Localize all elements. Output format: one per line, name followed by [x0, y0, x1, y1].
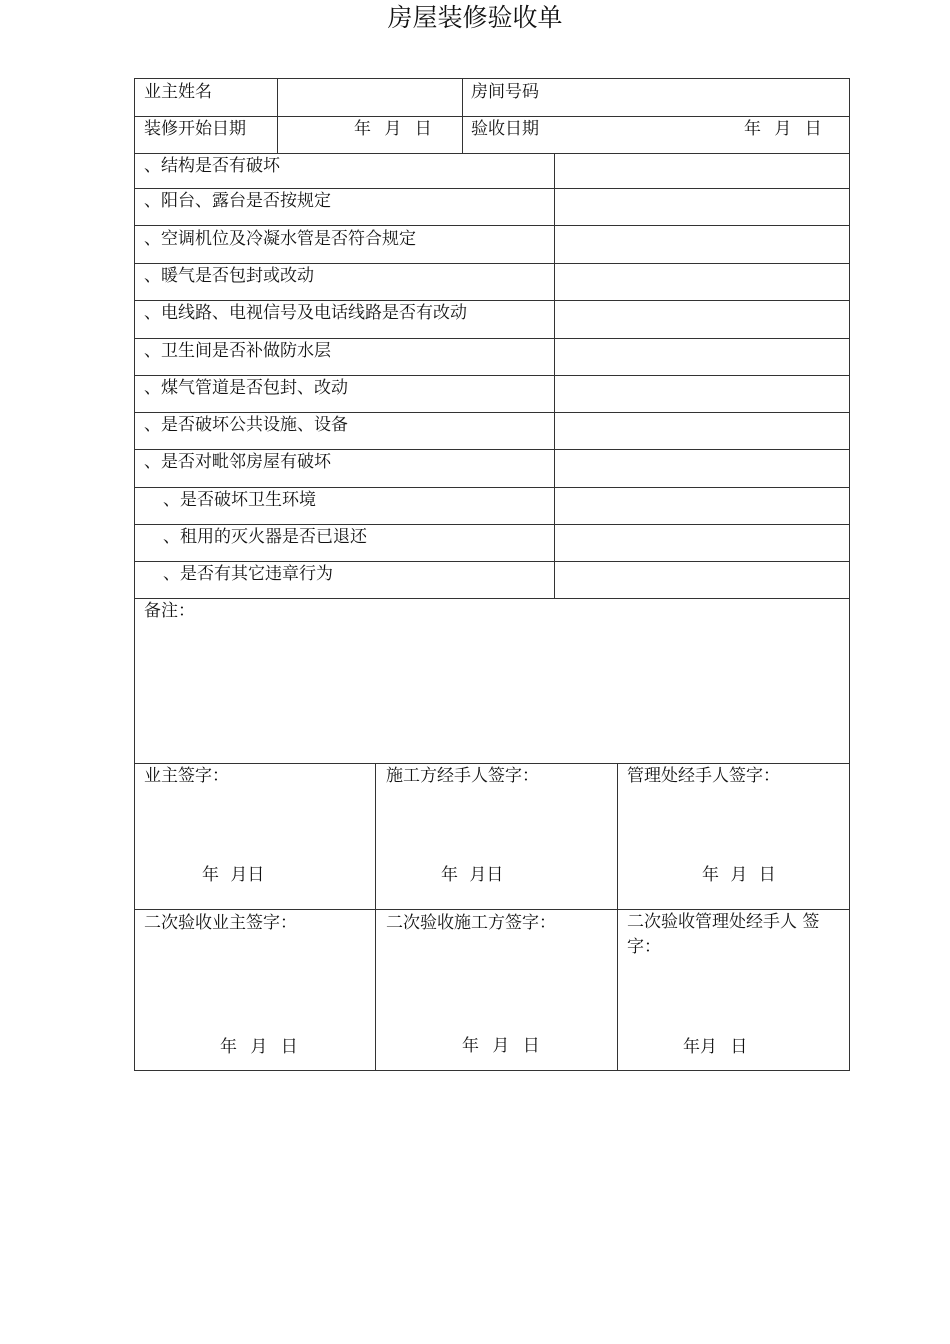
check-item: 、租用的灭火器是否已退还: [163, 527, 367, 547]
check-item: 、煤气管道是否包封、改动: [144, 378, 348, 398]
rule: [849, 78, 850, 1071]
rule: [134, 449, 850, 450]
rule: [134, 524, 850, 525]
inspect-date-label: 验收日期: [471, 119, 539, 139]
rule: [134, 78, 135, 1071]
check-item: 、暖气是否包封或改动: [144, 266, 314, 286]
second-management-signature-label: 二次验收管理处经手人 签字：: [627, 912, 820, 957]
check-item: 、是否破坏卫生环境: [163, 490, 316, 510]
second-contractor-signature-date: 年 月 日: [462, 1036, 540, 1056]
rule: [134, 153, 850, 154]
check-item: 、是否对毗邻房屋有破坏: [144, 452, 331, 472]
rule: [134, 375, 850, 376]
contractor-signature-label: 施工方经手人签字：: [386, 766, 539, 786]
rule: [375, 763, 376, 1070]
check-item: 、是否破坏公共设施、设备: [144, 415, 348, 435]
check-item: 、是否有其它违章行为: [163, 564, 333, 584]
inspect-date-value: 年 月 日: [744, 119, 822, 139]
owner-signature-label: 业主签字：: [144, 766, 229, 786]
rule: [134, 300, 850, 301]
check-item: 、阳台、露台是否按规定: [144, 191, 331, 211]
rule: [462, 78, 463, 153]
owner-name-label: 业主姓名: [144, 82, 212, 102]
rule: [134, 188, 850, 189]
rule: [134, 1070, 850, 1071]
rule: [554, 153, 555, 598]
rule: [134, 78, 850, 79]
rule: [277, 78, 278, 153]
rule: [134, 487, 850, 488]
owner-signature-date: 年 月日: [202, 865, 265, 885]
check-item: 、空调机位及冷凝水管是否符合规定: [144, 229, 416, 249]
rule: [134, 763, 850, 764]
second-owner-signature-date: 年 月 日: [220, 1037, 298, 1057]
contractor-signature-date: 年 月日: [441, 865, 504, 885]
rule: [134, 338, 850, 339]
inspection-form: [134, 78, 850, 1071]
document-title: 房屋装修验收单: [387, 3, 563, 32]
management-signature-label: 管理处经手人签字：: [627, 766, 780, 786]
rule: [134, 598, 850, 599]
management-signature-date: 年 月 日: [702, 865, 776, 885]
owner-name-field[interactable]: [284, 81, 454, 103]
remarks-label: 备注：: [144, 601, 195, 621]
rule: [134, 225, 850, 226]
second-contractor-signature-label: 二次验收施工方签字：: [386, 913, 556, 933]
rule: [617, 763, 618, 1070]
rule: [134, 412, 850, 413]
check-item: 、电线路、电视信号及电话线路是否有改动: [144, 303, 467, 323]
start-date-label: 装修开始日期: [144, 119, 246, 139]
check-item: 、卫生间是否补做防水层: [144, 341, 331, 361]
rule: [134, 263, 850, 264]
start-date-value: 年 月 日: [354, 119, 432, 139]
second-management-signature-date: 年月 日: [683, 1037, 748, 1057]
room-number-label: 房间号码: [471, 82, 539, 102]
second-owner-signature-label: 二次验收业主签字：: [144, 913, 297, 933]
rule: [134, 116, 850, 117]
check-item: 、结构是否有破坏: [144, 156, 280, 176]
rule: [134, 561, 850, 562]
room-number-field[interactable]: [564, 81, 834, 103]
